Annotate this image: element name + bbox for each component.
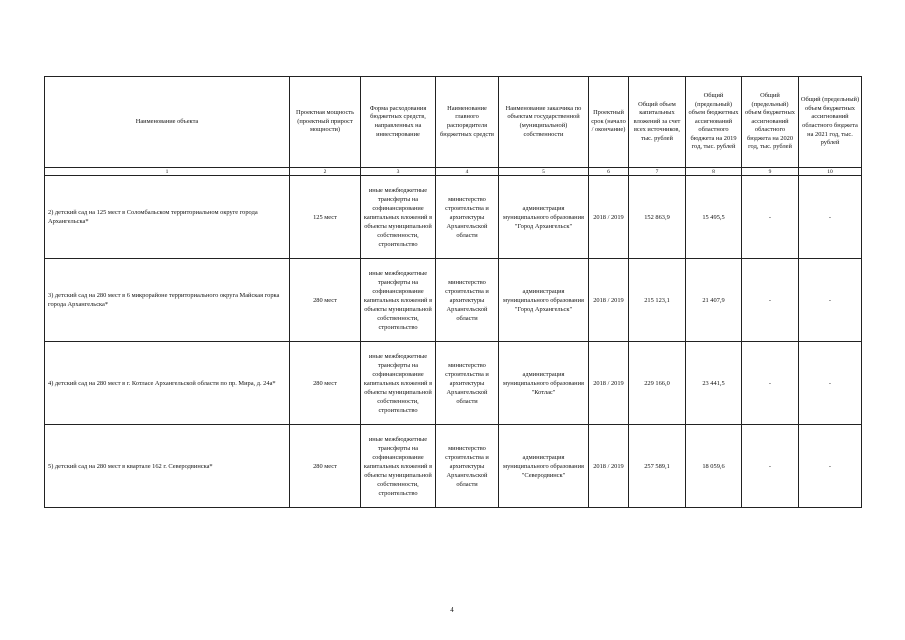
table-row <box>45 425 862 508</box>
header-budget-2020: Общий (предельный) объем бюджетных ассигнований областного бюджета на 2020 год, тыс. рублей <box>742 77 799 168</box>
object-name-cell: 2) детский сад на 125 мест в Соломбальском территориальном округе города Архангельска* <box>45 176 290 259</box>
capacity-cell: 125 мест <box>290 176 361 259</box>
column-number: 4 <box>436 168 499 176</box>
header-budget-2021: Общий (предельный) объем бюджетных ассигнований областного бюджета на 2021 год, тыс. рублей <box>799 77 862 168</box>
budget-2021-cell: - <box>799 342 862 425</box>
object-name-cell: 5) детский сад на 280 мест в квартале 162 г. Северодвинска* <box>45 425 290 508</box>
column-number: 8 <box>686 168 742 176</box>
funding-form-cell: иные межбюджетные трансферты на софинансирование капитальных вложений в объекты муниципальной собственности, строительство <box>361 176 436 259</box>
budget-2020-cell: - <box>742 342 799 425</box>
page-number: 4 <box>450 606 454 614</box>
budget-2021-cell: - <box>799 259 862 342</box>
budget-2020-cell: - <box>742 425 799 508</box>
term-cell: 2018 / 2019 <box>589 259 629 342</box>
funding-form-cell: иные межбюджетные трансферты на софинансирование капитальных вложений в объекты муниципальной собственности, строительство <box>361 342 436 425</box>
term-cell: 2018 / 2019 <box>589 176 629 259</box>
total-investment-cell: 229 166,0 <box>629 342 686 425</box>
header-customer: Наименование заказчика по объектам государственной (муниципальной) собственности <box>499 77 589 168</box>
term-cell: 2018 / 2019 <box>589 342 629 425</box>
budget-2019-cell: 21 407,9 <box>686 259 742 342</box>
column-number: 3 <box>361 168 436 176</box>
budget-2019-cell: 18 059,6 <box>686 425 742 508</box>
header-funding-form: Форма расходования бюджетных средств, направленных на инвестирование <box>361 77 436 168</box>
table-row <box>45 176 862 259</box>
header-budget-2019: Общий (предельный) объем бюджетных ассигнований областного бюджета на 2019 год, тыс. рублей <box>686 77 742 168</box>
object-name-cell: 3) детский сад на 280 мест в 6 микрорайоне территориального округа Майская горка города Архангельска* <box>45 259 290 342</box>
budget-manager-cell: министерство строительства и архитектуры Архангельской области <box>436 425 499 508</box>
header-object-name: Наименование объекта <box>45 77 290 168</box>
total-investment-cell: 257 589,1 <box>629 425 686 508</box>
column-number: 2 <box>290 168 361 176</box>
funding-form-cell: иные межбюджетные трансферты на софинансирование капитальных вложений в объекты муниципальной собственности, строительство <box>361 259 436 342</box>
customer-cell: администрация муниципального образования "Северодвинск" <box>499 425 589 508</box>
column-number: 10 <box>799 168 862 176</box>
object-name-cell: 4) детский сад на 280 мест в г. Котласе Архангельской области по пр. Мира, д. 24а* <box>45 342 290 425</box>
column-number: 7 <box>629 168 686 176</box>
budget-manager-cell: министерство строительства и архитектуры Архангельской области <box>436 342 499 425</box>
header-term: Проектный срок (начало / окончание) <box>589 77 629 168</box>
budget-2020-cell: - <box>742 176 799 259</box>
header-capacity: Проектная мощность (проектный прирост мощности) <box>290 77 361 168</box>
table-row <box>45 259 862 342</box>
header-row <box>45 77 862 168</box>
budget-2021-cell: - <box>799 176 862 259</box>
column-number: 1 <box>45 168 290 176</box>
total-investment-cell: 215 123,1 <box>629 259 686 342</box>
funding-form-cell: иные межбюджетные трансферты на софинансирование капитальных вложений в объекты муниципальной собственности, строительство <box>361 425 436 508</box>
column-number: 5 <box>499 168 589 176</box>
column-number: 9 <box>742 168 799 176</box>
header-total-investment: Общий объем капитальных вложений за счет всех источников, тыс. рублей <box>629 77 686 168</box>
customer-cell: администрация муниципального образования "Город Архангельск" <box>499 259 589 342</box>
header-budget-manager: Наименование главного распорядителя бюджетных средств <box>436 77 499 168</box>
capacity-cell: 280 мест <box>290 259 361 342</box>
budget-manager-cell: министерство строительства и архитектуры Архангельской области <box>436 259 499 342</box>
investment-table <box>44 76 862 508</box>
budget-2021-cell: - <box>799 425 862 508</box>
column-number-row <box>45 168 862 176</box>
capacity-cell: 280 мест <box>290 425 361 508</box>
table-row <box>45 342 862 425</box>
budget-2020-cell: - <box>742 259 799 342</box>
budget-2019-cell: 23 441,5 <box>686 342 742 425</box>
customer-cell: администрация муниципального образования "Котлас" <box>499 342 589 425</box>
budget-manager-cell: министерство строительства и архитектуры Архангельской области <box>436 176 499 259</box>
customer-cell: администрация муниципального образования "Город Архангельск" <box>499 176 589 259</box>
term-cell: 2018 / 2019 <box>589 425 629 508</box>
budget-2019-cell: 15 495,5 <box>686 176 742 259</box>
total-investment-cell: 152 863,9 <box>629 176 686 259</box>
column-number: 6 <box>589 168 629 176</box>
capacity-cell: 280 мест <box>290 342 361 425</box>
